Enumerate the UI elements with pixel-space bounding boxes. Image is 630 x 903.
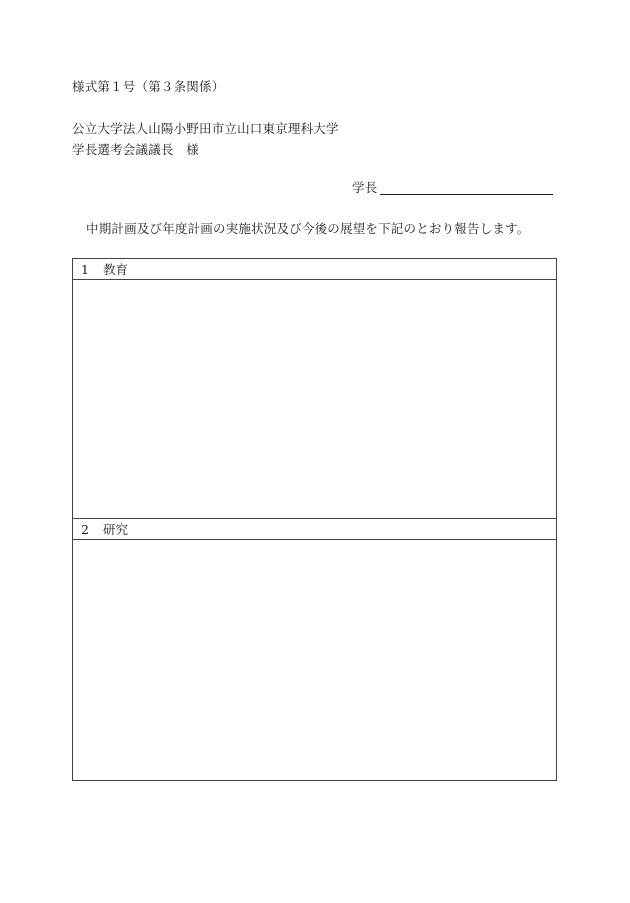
section-body-education[interactable] <box>73 280 556 519</box>
section-body-research[interactable] <box>73 540 556 780</box>
report-table <box>72 258 557 781</box>
section-title: 研究 <box>103 522 129 537</box>
form-number: 様式第１号（第３条関係） <box>72 79 225 94</box>
addressee-organization: 公立大学法人山陽小野田市立山口東京理科大学 <box>72 121 339 136</box>
report-statement: 中期計画及び年度計画の実施状況及び今後の展望を下記のとおり報告します。 <box>86 221 530 236</box>
section-number: 2 <box>81 522 89 537</box>
signature-label: 学長 <box>352 180 378 195</box>
section-title: 教育 <box>103 262 129 277</box>
section-header-education <box>73 259 556 280</box>
addressee-title: 学長選考会議議長 様 <box>72 142 200 157</box>
section-number: 1 <box>81 262 89 277</box>
section-header-research <box>73 519 556 540</box>
signature-line[interactable] <box>380 194 553 195</box>
